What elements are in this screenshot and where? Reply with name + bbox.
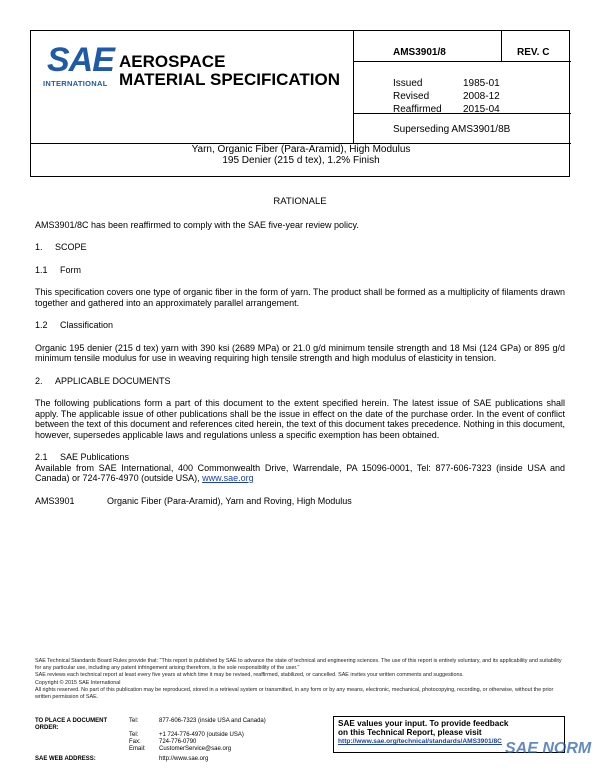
- section-text: The following publications form a part of this document to the extent specified herein. The latest issue of SAE publications shall apply. The applicable issue of other publications shall be the issue in effect on the date of the purchase order. In the event of conflict between the text of this document and references cited herein, the text of this document takes precedence. Nothing in this document, however, supersedes applicable laws and regulations unless a specific exemption has been obtained.: [35, 398, 565, 440]
- title-line-1: AEROSPACE: [119, 52, 226, 71]
- section-text: Organic 195 denier (215 d tex) yarn with 390 ksi (2689 MPa) or 21.0 g/d minimum tensile strength and 18 Msi (124 GPa) or 895 g/d minimum tensile modulus for use in weaving requiring high tensile strength and high modulus of elasticity in tension.: [35, 342, 565, 363]
- sae-norm-watermark: SAE NORM: [505, 740, 592, 757]
- date-row: Reaffirmed 2015-04: [393, 104, 500, 115]
- document-title: [119, 53, 340, 89]
- web-address-label: SAE WEB ADDRESS:: [35, 756, 96, 762]
- title-line-2: MATERIAL SPECIFICATION: [119, 70, 340, 89]
- section-heading: 1.2 Classification: [35, 320, 114, 330]
- legal-footer: [35, 658, 565, 702]
- footer-paragraph: All rights reserved. No part of this publication may be reproduced, stored in a retrieval system or transmitted, in any form or by any means, electronic, mechanical, photocopying, recording, or otherwise, without the prior written permission of SAE.: [35, 687, 554, 700]
- reference-code: AMS3901: [35, 495, 75, 506]
- section-heading: 2.1 SAE Publications: [35, 452, 130, 462]
- footer-paragraph: SAE reviews each technical report at least every five years at which time it may be revised, reaffirmed, stabilized, or cancelled. SAE invites your written comments and suggestions.: [35, 672, 464, 679]
- document-number: AMS3901/8: [393, 47, 446, 58]
- header-table: [30, 30, 570, 177]
- customer-service-email[interactable]: CustomerService@sae.org: [159, 746, 232, 752]
- web-address: [35, 756, 335, 762]
- feedback-link[interactable]: http://www.sae.org/technical/standards/AMS3901/8C: [338, 738, 502, 745]
- order-label: TO PLACE A DOCUMENT ORDER:: [35, 718, 108, 731]
- date-row: Revised 2008-12: [393, 91, 500, 102]
- header-divider-docnum: [353, 61, 571, 62]
- document-body: [35, 197, 565, 518]
- footer-paragraph: Copyright © 2015 SAE International: [35, 679, 121, 686]
- section-heading: 1. SCOPE: [35, 242, 87, 252]
- header-divider-vertical: [353, 31, 354, 144]
- order-info: TO PLACE A DOCUMENT ORDER: Tel: 877-606-7323 (inside USA and Canada) Tel: +1 724-776-4970 (outside USA) Fax: 724-776-0790 Email: CustomerService@sae.org: [35, 718, 335, 753]
- sae-website-link[interactable]: www.sae.org: [202, 473, 254, 483]
- feedback-line: SAE values your input. To provide feedback: [338, 719, 509, 728]
- date-row: Issued 1985-01: [393, 78, 500, 89]
- web-address-link[interactable]: http://www.sae.org: [159, 756, 209, 762]
- subject-line-2: 195 Denier (215 d tex), 1.2% Finish: [222, 155, 380, 166]
- section-heading: 1.1 Form: [35, 264, 82, 275]
- logo-subtext: INTERNATIONAL: [43, 79, 108, 88]
- subject-line-1: Yarn, Organic Fiber (Para-Aramid), High Modulus: [191, 144, 411, 155]
- footer-paragraph: SAE Technical Standards Board Rules provide that: "This report is published by SAE to advance the state of technical and engineering sciences. The use of this report is entirely voluntary, and its applicability and suitability for any particular use, including any patent infringement arising therefrom, is the sole responsibility of the user.": [35, 658, 562, 671]
- superseding-note: Superseding AMS3901/8B: [393, 124, 511, 135]
- rationale-heading: RATIONALE: [273, 196, 327, 207]
- section-text: Available from SAE International, 400 Commonwealth Drive, Warrendale, PA 15096-0001, Tel: 877-606-7323 (inside USA and Canada) or 724-776-4970 (outside USA), www.sae.org: [35, 462, 565, 483]
- revision-label: REV. C: [517, 47, 550, 58]
- reference-entry: [35, 496, 565, 507]
- logo-text: SAE: [47, 41, 114, 79]
- feedback-line: on this Technical Report, please visit: [338, 728, 482, 737]
- rationale-text: AMS3901/8C has been reaffirmed to comply with the SAE five-year review policy.: [35, 219, 359, 230]
- header-divider-rev: [501, 31, 502, 61]
- section-heading: 2. APPLICABLE DOCUMENTS: [35, 375, 171, 386]
- sae-logo: [37, 37, 127, 97]
- section-text: This specification covers one type of organic fiber in the form of yarn. The product shall be formed as a multiplicity of filaments drawn together and gathered into an approximately parallel arrangement.: [35, 287, 565, 308]
- reference-title: Organic Fiber (Para-Aramid), Yarn and Roving, High Modulus: [107, 495, 352, 506]
- document-subject: [31, 144, 571, 166]
- date-block: [393, 77, 523, 116]
